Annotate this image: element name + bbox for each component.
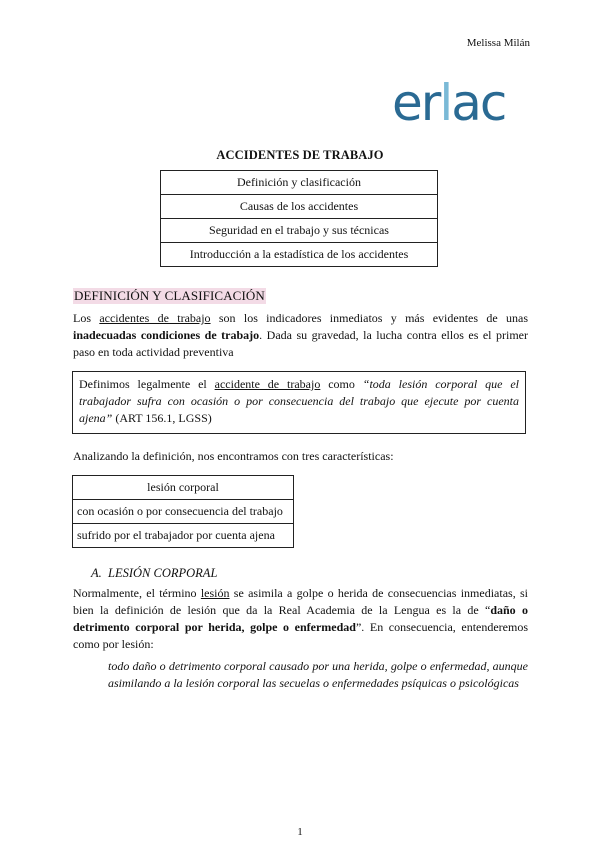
characteristic-item: sufrido por el trabajador por cuenta ajena — [73, 524, 294, 548]
characteristics-table — [72, 475, 294, 548]
term-accidente: accidente de trabajo — [214, 377, 321, 391]
section-heading: DEFINICIÓN Y CLASIFICACIÓN — [74, 288, 265, 303]
erlac-logo — [392, 76, 520, 126]
contents-table — [160, 170, 438, 267]
page-number: 1 — [297, 826, 303, 838]
toc-item: Seguridad en el trabajo y sus técnicas — [161, 219, 438, 243]
author-name: Melissa Milán — [466, 37, 530, 49]
characteristic-item: lesión corporal — [73, 476, 294, 500]
term-lesion: lesión — [200, 586, 230, 600]
toc-item: Causas de los accidentes — [161, 195, 438, 219]
lesion-paragraph: Normalmente, el término lesión se asimila a golpe o herida de consecuencias inmediatas, si bien la definición de lesión que da la Real Academia de la Lengua es la de “daño o detrimento corporal por herida, golpe o enfermedad”. En consecuencia, entenderemos como por lesión: — [73, 586, 529, 651]
legal-quote: “toda lesión corporal que el trabajador sufra con ocasión o por consecuencia del trabajo que ejecute por cuenta ajena” — [79, 377, 519, 425]
intro-paragraph: Los accidentes de trabajo son los indicadores inmediatos y más evidentes de unas inadecuadas condiciones de trabajo. Dada su gravedad, la lucha contra ellos es el primer paso en toda actividad preventiva — [73, 311, 528, 359]
toc-item: Definición y clasificación — [161, 171, 438, 195]
characteristic-item: con ocasión o por consecuencia del trabajo — [73, 500, 294, 524]
definition-box: Definimos legalmente el accidente de trabajo como “toda lesión corporal que el trabajador sufra con ocasión o por consecuencia del trabajo que ejecute por cuenta ajena” (ART 156.1, LGSS) — [72, 371, 526, 434]
logo-text: erlac — [392, 76, 506, 126]
toc-item: Introducción a la estadística de los accidentes — [161, 243, 438, 267]
lesion-definition-quote: todo daño o detrimento corporal causado por una herida, golpe o enfermedad, aunque asimilando a la lesión corporal las secuelas o enfermedades psíquicas o psicológicas — [108, 659, 528, 690]
document-title: ACCIDENTES DE TRABAJO — [216, 148, 384, 162]
analysis-paragraph: Analizando la definición, nos encontramos con tres características: — [73, 449, 394, 463]
subsection-heading: A. LESIÓN CORPORAL — [91, 566, 218, 580]
term-accidentes: accidentes de trabajo — [99, 311, 211, 325]
